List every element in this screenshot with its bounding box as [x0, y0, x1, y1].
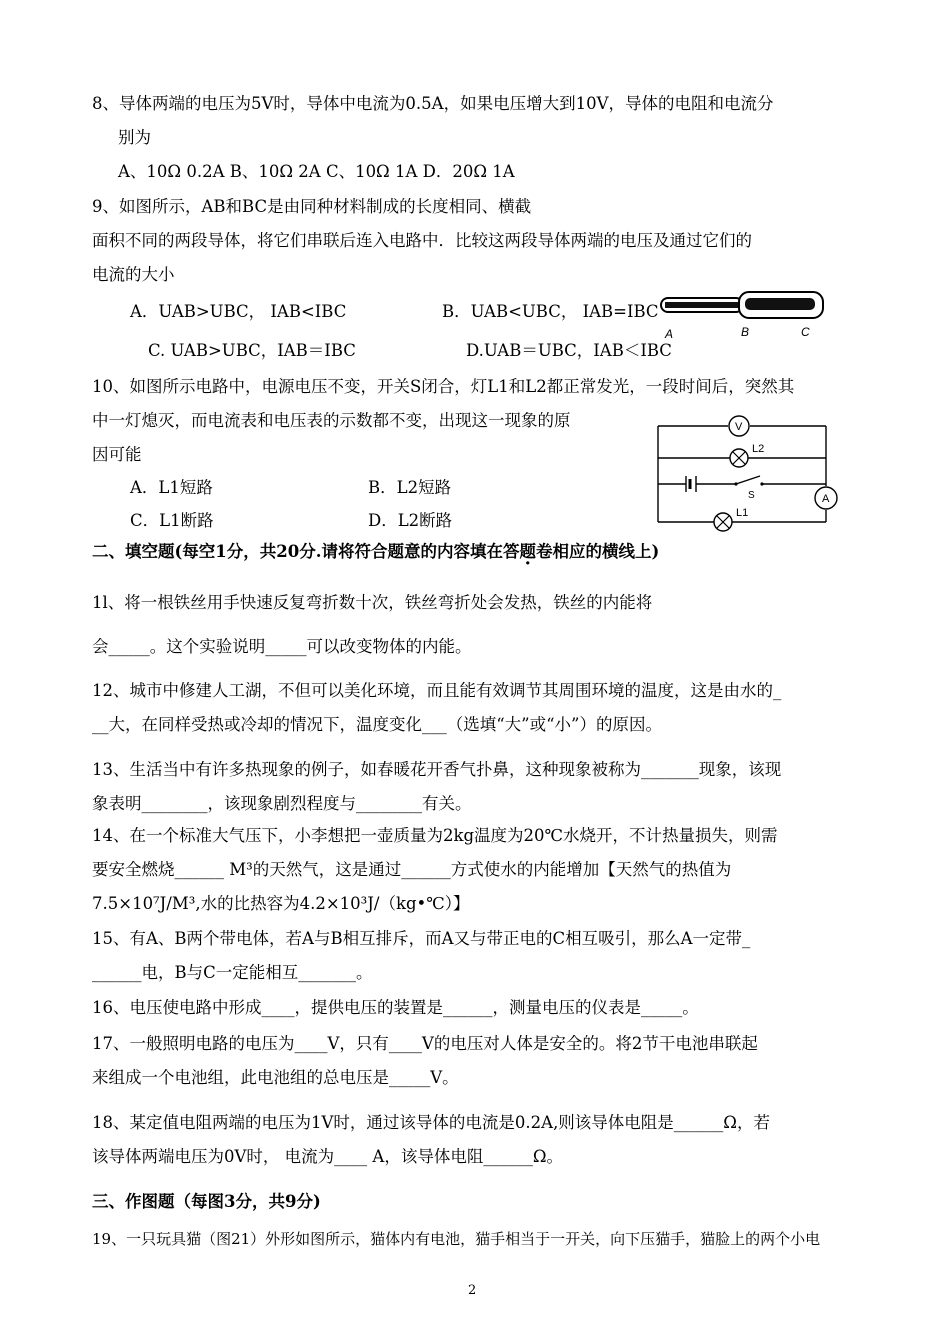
q8-options: A、10Ω 0.2A B、10Ω 2A C、10Ω 1A D．20Ω 1A	[118, 162, 515, 181]
q8-line1: 8、导体两端的电压为5V时，导体中电流为0.5A，如果电压增大到10V，导体的电阻和电流分	[92, 94, 774, 113]
lamp-l1-icon	[714, 507, 748, 531]
q17-line2: 来组成一个电池组，此电池组的总电压是_____V。	[92, 1068, 459, 1087]
ammeter-icon	[815, 487, 837, 509]
q13-line1: 13、生活当中有许多热现象的例子，如春暖花开香气扑鼻，这种现象被称为_______现象，该现	[92, 760, 782, 779]
q10-option-a: A．L1短路	[130, 478, 213, 497]
q16-line1: 16、电压使电路中形成____，提供电压的装置是______，测量电压的仪表是_____。	[92, 998, 699, 1017]
q12-line2: __大，在同样受热或冷却的情况下，温度变化___（选填“大”或“小”）的原因。	[92, 715, 662, 734]
q10-line3: 因可能	[92, 445, 142, 464]
circuit-diagram	[652, 410, 838, 534]
section2-heading: 二、填空题(每空1分，共20分.请将符合题意的内容填在答题卷相应的横线上)	[92, 542, 660, 561]
q12-line1: 12、城市中修建人工湖，不但可以美化环境，而且能有效调节其周围环境的温度，这是由水的_	[92, 681, 782, 700]
q15-line1: 15、有A、B两个带电体，若A与B相互排斥，而A又与带正电的C相互吸引，那么A一定带_	[92, 929, 751, 948]
q14-line3: 7.5×10⁷J/M³,水的比热容为4.2×10³J/（kg•℃）】	[92, 894, 470, 913]
voltmeter-icon	[729, 416, 749, 436]
q10-line2: 中一灯熄灭，而电流表和电压表的示数都不变，出现这一现象的原	[92, 411, 571, 430]
svg-text:V: V	[735, 421, 743, 433]
q9-line1: 9、如图所示，AB和BC是由同种材料制成的长度相同、横截	[92, 197, 532, 216]
q13-line2: 象表明________，该现象剧烈程度与________有关。	[92, 794, 472, 813]
q14-line2: 要安全燃烧______ M³的天然气，这是通过______方式使水的内能增加【天然气的热值为	[92, 860, 732, 879]
switch-label: S	[748, 490, 755, 501]
q9-option-a: A．UAB>UBC， IAB<IBC	[130, 302, 347, 321]
q14-line1: 14、在一个标准大气压下，小李想把一壶质量为2kg温度为20℃水烧开，不计热量损失，则需	[92, 826, 778, 845]
emphasis-dots: 答题卷	[503, 542, 553, 561]
svg-text:L2: L2	[752, 443, 765, 455]
svg-text:A: A	[822, 493, 830, 505]
q10-line1: 10、如图所示电路中，电源电压不变，开关S闭合，灯L1和L2都正常发光，一段时间后，突然其	[92, 377, 795, 396]
q11-line1: 1l、将一根铁丝用手快速反复弯折数十次，铁丝弯折处会发热，铁丝的内能将	[92, 593, 653, 612]
page-number: 2	[468, 1283, 477, 1298]
section3-heading: 三、作图题（每图3分，共9分)	[92, 1192, 321, 1211]
q19-line1: 19、一只玩具猫（图21）外形如图所示，猫体内有电池，猫手相当于一开关，向下压猫手，猫脸上的两个小电	[92, 1230, 821, 1248]
q10-option-d: D．L2断路	[368, 511, 453, 530]
q8-line2: 别为	[118, 128, 151, 147]
q9-line3: 电流的大小	[92, 265, 175, 284]
svg-text:L1: L1	[736, 507, 749, 519]
q15-line2: ______电，B与C一定能相互_______。	[92, 963, 373, 982]
q18-line1: 18、某定值电阻两端的电压为1V时，通过该导体的电流是0.2A,则该导体电阻是______Ω，若	[92, 1113, 770, 1132]
lamp-l2-icon	[730, 443, 764, 467]
q10-option-b: B．L2短路	[368, 478, 452, 497]
q17-line1: 17、一般照明电路的电压为____V，只有____V的电压对人体是安全的。将2节干电池串联起	[92, 1034, 758, 1053]
q9-option-c: C. UAB>UBC，IAB＝IBC	[148, 341, 356, 360]
label-c: C	[801, 325, 810, 339]
q11-line2: 会_____。这个实验说明_____可以改变物体的内能。	[92, 637, 472, 656]
q9-line2: 面积不同的两段导体，将它们串联后连入电路中．比较这两段导体两端的电压及通过它们的	[92, 231, 752, 250]
conductor-figure	[655, 288, 835, 344]
q18-line2: 该导体两端电压为0V时， 电流为____ A，该导体电阻______Ω。	[92, 1147, 563, 1166]
q10-option-c: C．L1断路	[130, 511, 214, 530]
label-a: A	[665, 327, 674, 341]
q9-option-b: B．UAB<UBC， IAB=IBC	[442, 302, 659, 321]
label-b: B	[741, 325, 750, 339]
q9-option-d: D.UAB＝UBC，IAB＜IBC	[466, 341, 672, 360]
